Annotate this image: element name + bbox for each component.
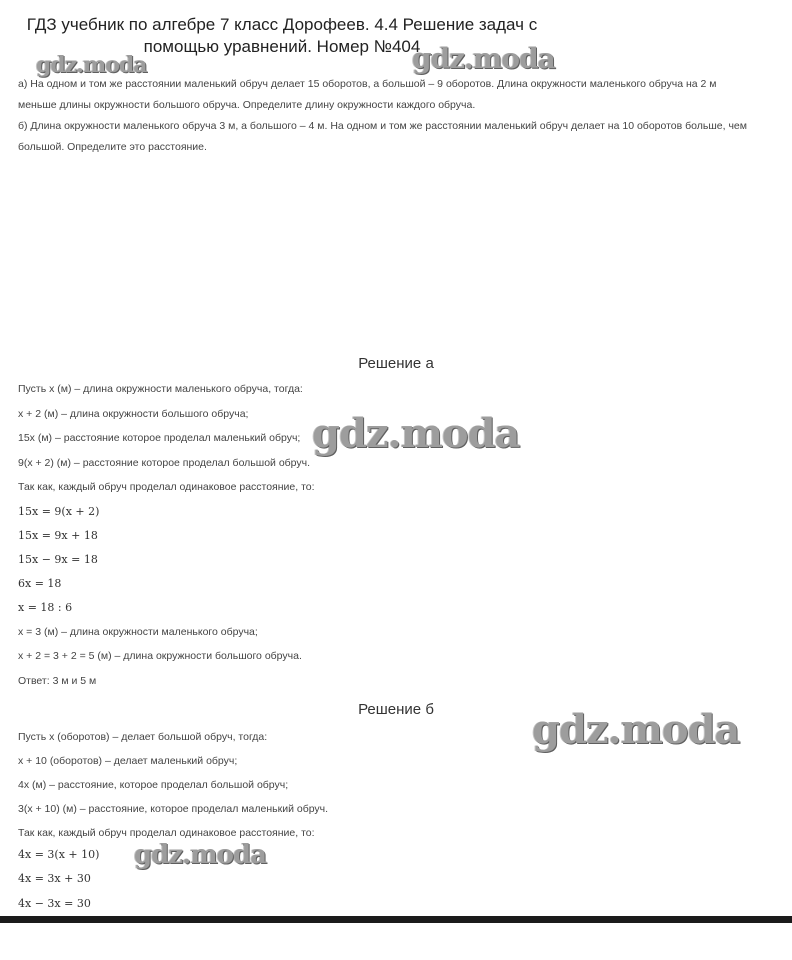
solution-a-line: Пусть x (м) – длина окружности маленького обруча, тогда: xyxy=(18,383,303,395)
solution-b-line: 3(x + 10) (м) – расстояние, которое проделал маленький обруч. xyxy=(18,803,329,815)
problem-statement xyxy=(18,74,778,158)
solution-a-line: 9(x + 2) (м) – расстояние которое проделал большой обруч. xyxy=(18,457,311,469)
watermark-logo-5: gdz.moda xyxy=(134,840,267,870)
problem-b-line-2: большой. Определите это расстояние. xyxy=(18,141,207,153)
solution-a-equation: 6x = 18 xyxy=(18,577,62,590)
watermark-logo-2: gdz.moda xyxy=(412,42,555,75)
watermark-logo-4: gdz.moda xyxy=(532,706,740,753)
solution-b-equation: 4x − 3x = 30 xyxy=(18,897,91,910)
watermark-logo-3: gdz.moda xyxy=(312,410,520,457)
solution-a-line: Так как, каждый обруч проделал одинаковое расстояние, то: xyxy=(18,481,315,493)
solution-a-equation: 15x − 9x = 18 xyxy=(18,553,98,566)
solution-b-line: Так как, каждый обруч проделал одинаковое расстояние, то: xyxy=(18,827,315,839)
problem-b-line-1: б) Длина окружности маленького обруча 3 м, а большого – 4 м. На одном и том же расстоянии маленький обруч делает на 10 оборотов больше, чем xyxy=(18,120,747,132)
solution-a-answer: Ответ: 3 м и 5 м xyxy=(18,675,97,687)
solution-b-line: 4x (м) – расстояние, которое проделал большой обруч; xyxy=(18,779,289,791)
solution-a-title: Решение а xyxy=(358,355,434,372)
solution-a-equation: 15x = 9(x + 2) xyxy=(18,505,100,518)
solution-b-line: Пусть x (оборотов) – делает большой обруч, тогда: xyxy=(18,731,268,743)
page-title: ГДЗ учебник по алгебре 7 класс Дорофеев. 4.4 Решение задач с помощью уравнений. Номер №404 xyxy=(26,15,538,56)
solution-a-line: x + 2 = 3 + 2 = 5 (м) – длина окружности большого обруча. xyxy=(18,650,302,662)
solution-b-title: Решение б xyxy=(358,701,434,718)
problem-a-line-2: меньше длины окружности большого обруча. Определите длину окружности каждого обруча. xyxy=(18,99,476,111)
solution-a-equation: 15x = 9x + 18 xyxy=(18,529,98,542)
solution-b-equation: 4x = 3(x + 10) xyxy=(18,848,100,861)
solution-a-line: x = 3 (м) – длина окружности маленького обруча; xyxy=(18,626,258,638)
solution-b-equation: 4x = 3x + 30 xyxy=(18,872,91,885)
problem-a-line-1: а) На одном и том же расстоянии маленький обруч делает 15 оборотов, а большой – 9 оборотов. Длина окружности маленького обруча на 2 м xyxy=(18,78,717,90)
solution-a-line: 15x (м) – расстояние которое проделал маленький обруч; xyxy=(18,432,301,444)
solution-a-line: x + 2 (м) – длина окружности большого обруча; xyxy=(18,408,249,420)
bottom-divider-bar xyxy=(0,916,792,923)
solution-b-line: x + 10 (оборотов) – делает маленький обруч; xyxy=(18,755,238,767)
solution-a-equation: x = 18 : 6 xyxy=(18,601,73,614)
watermark-logo-1: gdz.moda xyxy=(36,52,147,78)
